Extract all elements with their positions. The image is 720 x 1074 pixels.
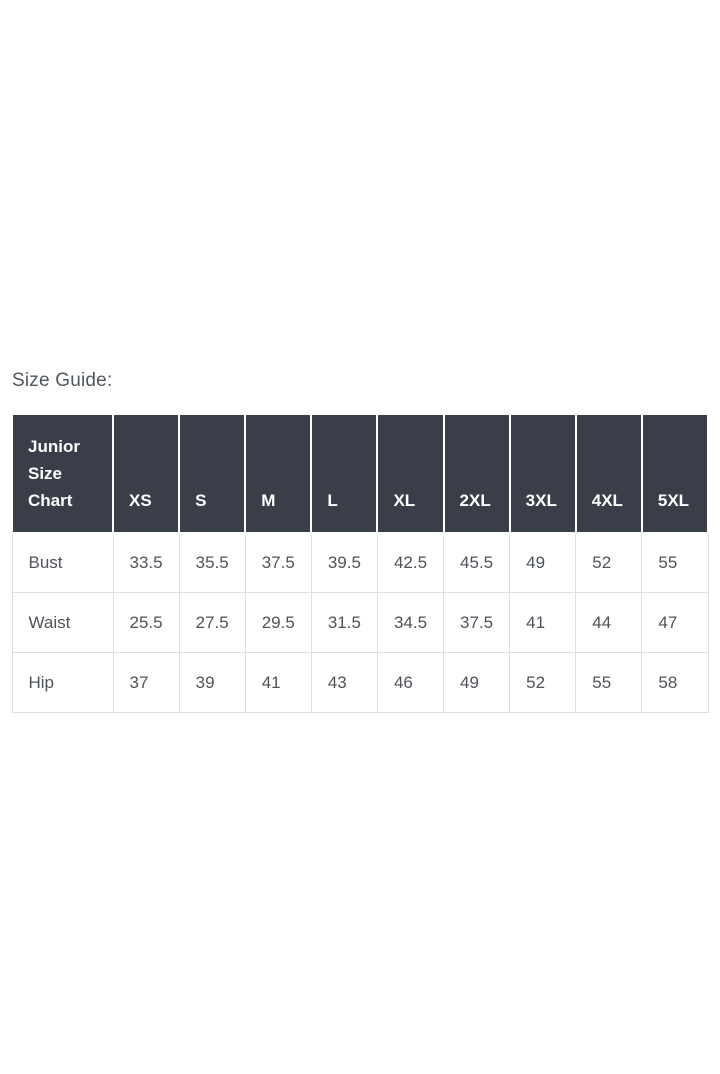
measurement-cell: 46 — [377, 653, 443, 713]
measurement-cell: 33.5 — [113, 533, 179, 593]
measurement-cell: 41 — [245, 653, 311, 713]
measurement-cell: 55 — [642, 533, 708, 593]
measurement-cell: 37 — [113, 653, 179, 713]
measurement-cell: 52 — [576, 533, 642, 593]
size-column-header-xs: XS — [113, 414, 179, 533]
header-row — [12, 414, 708, 533]
measurement-cell: 52 — [510, 653, 576, 713]
measurement-cell: 29.5 — [245, 593, 311, 653]
measurement-cell: 27.5 — [179, 593, 245, 653]
measurement-cell: 41 — [510, 593, 576, 653]
measurement-cell: 44 — [576, 593, 642, 653]
size-column-header-l: L — [311, 414, 377, 533]
chart-corner-header: Junior Size Chart — [12, 414, 113, 533]
measurement-cell: 35.5 — [179, 533, 245, 593]
measurement-cell: 37.5 — [245, 533, 311, 593]
measurement-cell: 37.5 — [444, 593, 510, 653]
measurement-cell: 43 — [311, 653, 377, 713]
size-column-header-2xl: 2XL — [444, 414, 510, 533]
table-row-bust — [12, 533, 708, 593]
size-column-header-3xl: 3XL — [510, 414, 576, 533]
measurement-cell: 42.5 — [377, 533, 443, 593]
measurement-cell: 49 — [510, 533, 576, 593]
size-chart-header — [12, 414, 708, 533]
size-column-header-4xl: 4XL — [576, 414, 642, 533]
measurement-cell: 45.5 — [444, 533, 510, 593]
measurement-cell: 25.5 — [113, 593, 179, 653]
measurement-cell: 39 — [179, 653, 245, 713]
measurement-cell: 49 — [444, 653, 510, 713]
measurement-cell: 47 — [642, 593, 708, 653]
measurement-label: Waist — [12, 593, 113, 653]
size-guide-title: Size Guide: — [12, 370, 113, 391]
measurement-cell: 58 — [642, 653, 708, 713]
measurement-cell: 34.5 — [377, 593, 443, 653]
table-row-hip — [12, 653, 708, 713]
measurement-label: Hip — [12, 653, 113, 713]
measurement-cell: 31.5 — [311, 593, 377, 653]
table-row-waist — [12, 593, 708, 653]
measurement-cell: 55 — [576, 653, 642, 713]
size-column-header-5xl: 5XL — [642, 414, 708, 533]
size-column-header-s: S — [179, 414, 245, 533]
measurement-cell: 39.5 — [311, 533, 377, 593]
measurement-label: Bust — [12, 533, 113, 593]
size-column-header-xl: XL — [377, 414, 443, 533]
size-chart-table — [11, 413, 709, 713]
size-column-header-m: M — [245, 414, 311, 533]
